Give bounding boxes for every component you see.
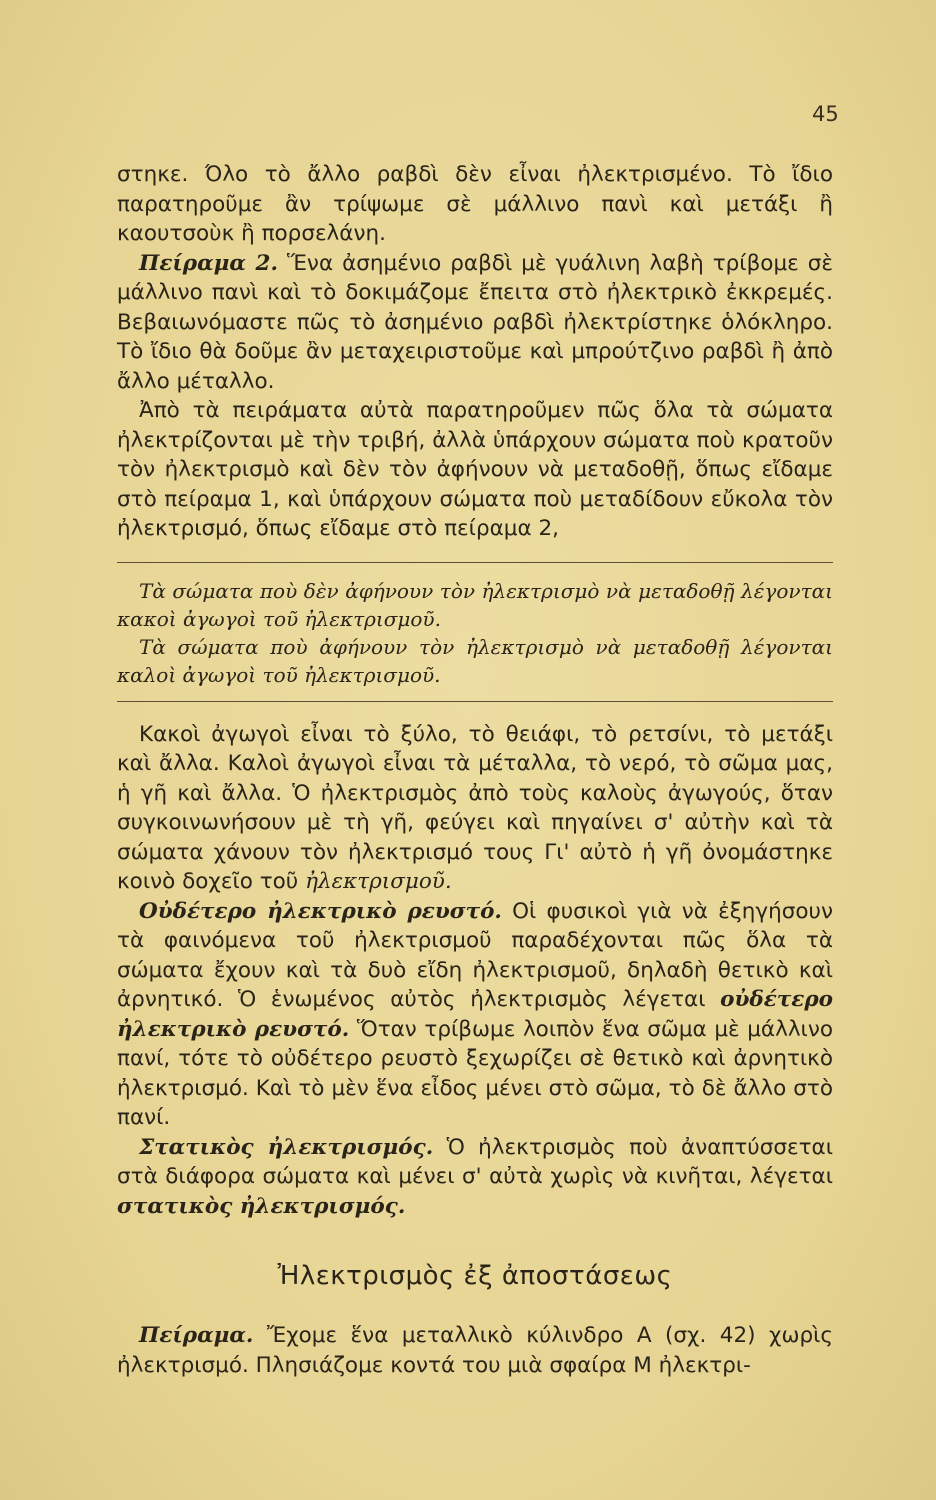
paragraph-conclusion: Ἀπὸ τὰ πειράματα αὐτὰ παρατηροῦμεν πῶς ὅλα τὰ σώματα ἠλεκτρίζονται μὲ τὴν τριβή, ἀλλὰ ὑπάρχουν σώματα ποὺ κρατοῦν τὸν ἠλεκτρισμὸ καὶ δὲν τὸν ἀφήνουν νὰ μεταδοθῇ, ὅπως εἴδαμε στὸ πείραμα 1, καὶ ὑπάρχουν σώματα ποὺ μεταδίδουν εὔκολα τὸν ἠλεκτρισμό, ὅπως εἴδαμε στὸ πείραμα 2, bbox=[117, 398, 833, 541]
paragraph-experiment-2 bbox=[117, 249, 833, 397]
neutral-fluid-term: οὐδέτερο ἠλεκτρικὸ ρευστό. bbox=[117, 987, 833, 1042]
experiment-last-text: Ἔχομε ἕνα μεταλλικὸ κύλινδρο Α (σχ. 42) χωρὶς ἠλεκτρισμό. Πλησιάζομε κοντά του μιὰ σφαίρα Μ ἠλεκτρι- bbox=[117, 1323, 833, 1378]
page-content bbox=[117, 160, 833, 1380]
paragraph-static bbox=[117, 1133, 833, 1222]
experiment-2-text: Ἕνα ἀσημένιο ραβδὶ μὲ γυάλινη λαβὴ τρίβομε σὲ μάλλινο πανὶ καὶ τὸ δοκιμάζομε ἔπειτα στὸ ἠλεκτρικὸ ἐκκρεμές. Βεβαιωνόμαστε πῶς τὸ ἀσημένιο ραβδὶ ἠλεκτρίστηκε ὁλόκληρο. Τὸ ἴδιο θὰ δοῦμε ἂν μεταχειριστοῦμε καὶ μπρούτζινο ραβδὶ ἢ ἀπὸ ἄλλο μέταλλο. bbox=[117, 250, 833, 394]
paragraph-experiment-last bbox=[117, 1321, 833, 1380]
neutral-fluid-text-2: Ὅταν τρίβωμε λοιπὸν ἕνα σῶμα μὲ μάλλινο πανί, τότε τὸ οὐδέτερο ρευστὸ ξεχωρίζει σὲ θετικὸ καὶ ἀρνητικὸ ἠλεκτρισμό. Καὶ τὸ μὲν ἕνα εἶδος μένει στὸ σῶμα, τὸ δὲ ἄλλο στὸ πανί. bbox=[117, 1016, 833, 1130]
neutral-fluid-text-1: Οἱ φυσικοὶ γιὰ νὰ ἐξηγήσουν τὰ φαινόμενα τοῦ ἠλεκτρισμοῦ παραδέχονται πῶς ὅλα τὰ σώματα ἔχουν καὶ τὰ δυὸ εἴδη ἠλεκτρισμοῦ, δηλαδὴ θετικὸ καὶ ἀρνητικό. Ὁ ἑνωμένος αὐτὸς ἠλεκτρισμὸς λέγεται bbox=[117, 898, 833, 1012]
static-term: στατικὸς ἠλεκτρισμός. bbox=[117, 1193, 406, 1219]
experiment-last-label: Πείραμα. bbox=[139, 1323, 254, 1348]
conductors-term: ἠλεκτρισμοῦ. bbox=[305, 869, 452, 894]
static-text: Ὁ ἠλεκτρισμὸς ποὺ ἀναπτύσσεται στὰ διάφορα σώματα καὶ μένει σ' αὐτὰ χωρὶς νὰ κινῆται, λέγεται bbox=[117, 1134, 833, 1189]
paragraph-conductors bbox=[117, 720, 833, 897]
definition-bad-conductors: Τὰ σώματα ποὺ δὲν ἀφήνουν τὸν ἠλεκτρισμὸ νὰ μεταδοθῇ λέγονται κακοὶ ἀγωγοὶ τοῦ ἠλεκτρισμοῦ. bbox=[117, 578, 833, 631]
conductors-text: Κακοὶ ἀγωγοὶ εἶναι τὸ ξύλο, τὸ θειάφι, τὸ ρετσίνι, τὸ μετάξι καὶ ἄλλα. Καλοὶ ἀγωγοὶ εἶναι τὰ μέταλλα, τὸ νερό, τὸ σῶμα μας, ἡ γῆ καὶ ἄλλα. Ὁ ἠλεκτρισμὸς ἀπὸ τοὺς καλοὺς ἀγωγούς, ὅταν συγκοινωνήσουν μὲ τὴ γῆ, φεύγει καὶ πηγαίνει σ' αὐτὴν καὶ τὰ σώματα χάνουν τὸν ἠλεκτρισμό τους Γι' αὐτὸ ἡ γῆ ὀνομάστηκε κοινὸ δοχεῖο τοῦ bbox=[117, 721, 833, 894]
page-number: 45 bbox=[812, 102, 839, 126]
definition-good-conductors: Τὰ σώματα ποὺ ἀφήνουν τὸν ἠλεκτρισμὸ νὰ μεταδοθῇ λέγονται καλοὶ ἀγωγοὶ τοῦ ἠλεκτρισμοῦ. bbox=[117, 634, 833, 687]
experiment-2-label: Πείραμα 2. bbox=[139, 250, 278, 276]
section-title: Ἠλεκτρισμὸς ἐξ ἀποστάσεως bbox=[277, 1261, 673, 1291]
definitions-box bbox=[117, 562, 833, 702]
static-label: Στατικὸς ἠλεκτρισμός. bbox=[139, 1134, 434, 1160]
paragraph-continuation: στηκε. Όλο τὸ ἄλλο ραβδὶ δὲν εἶναι ἠλεκτρισμένο. Τὸ ἴδιο παρατηροῦμε ἂν τρίψωμε σὲ μάλλινο πανὶ καὶ μετάξι ἢ καουτσοὺκ ἢ πορσελάνη. bbox=[117, 162, 833, 246]
paragraph-neutral-fluid bbox=[117, 897, 833, 1133]
neutral-fluid-label: Οὐδέτερο ἠλεκτρικὸ ρευστό. bbox=[139, 898, 502, 924]
